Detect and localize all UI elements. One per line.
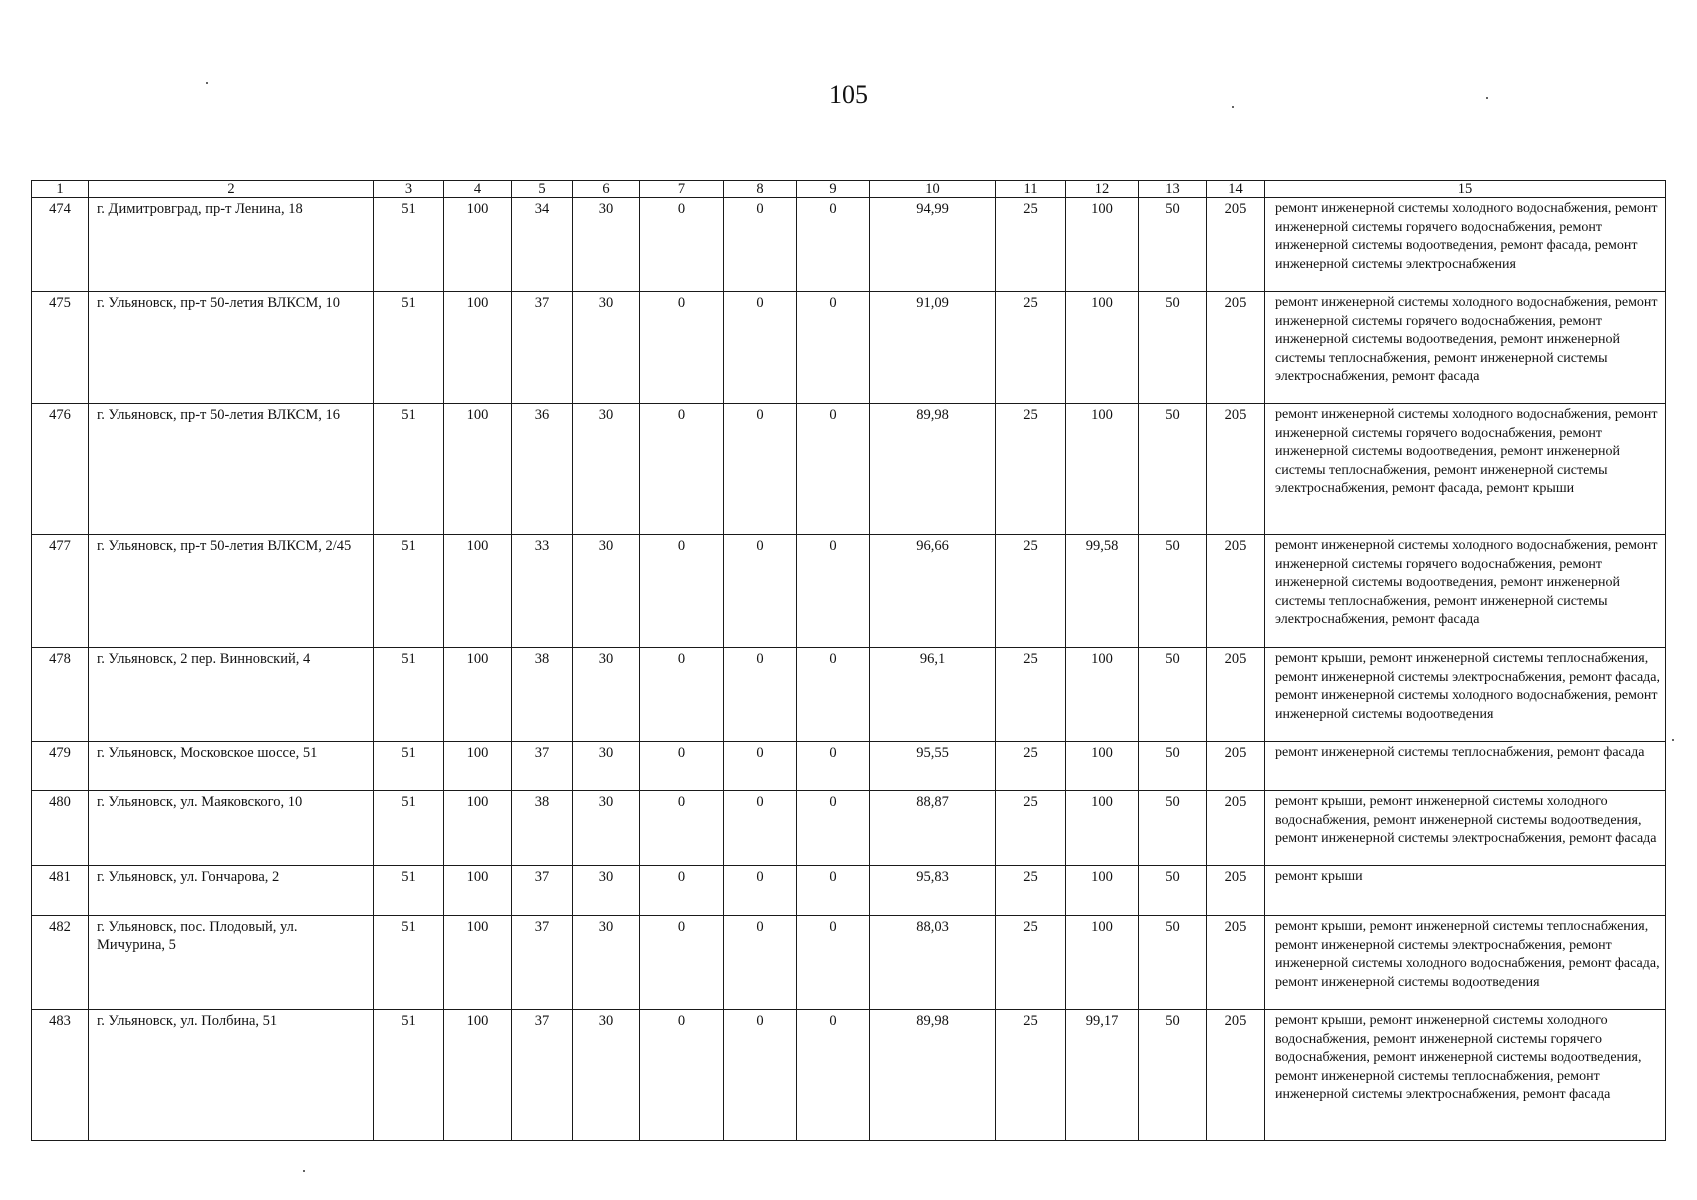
column-header: 13 — [1139, 181, 1207, 198]
col-5-value: 38 — [512, 648, 573, 742]
col-11-value: 25 — [996, 292, 1066, 404]
col-6-value: 30 — [573, 535, 640, 648]
column-header: 10 — [870, 181, 996, 198]
table-row — [32, 198, 1666, 292]
col-14-value: 205 — [1207, 866, 1265, 916]
table-row — [32, 916, 1666, 1010]
column-header: 1 — [32, 181, 89, 198]
col-5-value: 37 — [512, 866, 573, 916]
row-number: 475 — [32, 292, 89, 404]
col-5-value: 33 — [512, 535, 573, 648]
col-13-value: 50 — [1139, 916, 1207, 1010]
col-4-value: 100 — [444, 866, 512, 916]
col-13-value: 50 — [1139, 742, 1207, 791]
data-table — [31, 180, 1666, 1141]
col-12-value: 100 — [1066, 292, 1139, 404]
address: г. Ульяновск, ул. Маяковского, 10 — [89, 791, 374, 866]
works-description: ремонт инженерной системы холодного водоснабжения, ремонт инженерной системы горячего водоснабжения, ремонт инженерной системы водоотведения, ремонт инженерной системы теплоснабжения, ремонт инженерной системы электроснабжения, ремонт фасада — [1265, 292, 1666, 404]
col-4-value: 100 — [444, 1010, 512, 1141]
col-6-value: 30 — [573, 916, 640, 1010]
col-5-value: 37 — [512, 1010, 573, 1141]
col-13-value: 50 — [1139, 404, 1207, 535]
row-number: 481 — [32, 866, 89, 916]
col-10-value: 96,66 — [870, 535, 996, 648]
col-3-value: 51 — [374, 292, 444, 404]
works-description: ремонт инженерной системы холодного водоснабжения, ремонт инженерной системы горячего водоснабжения, ремонт инженерной системы водоотведения, ремонт фасада, ремонт инженерной системы электроснабжения — [1265, 198, 1666, 292]
col-12-value: 100 — [1066, 791, 1139, 866]
col-9-value: 0 — [797, 742, 870, 791]
col-6-value: 30 — [573, 742, 640, 791]
col-11-value: 25 — [996, 404, 1066, 535]
row-number: 483 — [32, 1010, 89, 1141]
col-14-value: 205 — [1207, 1010, 1265, 1141]
address: г. Ульяновск, Московское шоссе, 51 — [89, 742, 374, 791]
col-4-value: 100 — [444, 198, 512, 292]
works-description: ремонт крыши, ремонт инженерной системы холодного водоснабжения, ремонт инженерной системы горячего водоснабжения, ремонт инженерной системы водоотведения, ремонт инженерной системы теплоснабжения, ремонт инженерной системы электроснабжения, ремонт фасада — [1265, 1010, 1666, 1141]
col-7-value: 0 — [640, 648, 724, 742]
col-3-value: 51 — [374, 404, 444, 535]
col-13-value: 50 — [1139, 198, 1207, 292]
table-body — [32, 198, 1666, 1141]
col-11-value: 25 — [996, 742, 1066, 791]
col-5-value: 34 — [512, 198, 573, 292]
row-number: 480 — [32, 791, 89, 866]
row-number: 474 — [32, 198, 89, 292]
col-14-value: 205 — [1207, 535, 1265, 648]
col-3-value: 51 — [374, 198, 444, 292]
col-5-value: 37 — [512, 742, 573, 791]
col-6-value: 30 — [573, 198, 640, 292]
col-4-value: 100 — [444, 791, 512, 866]
col-7-value: 0 — [640, 916, 724, 1010]
col-11-value: 25 — [996, 916, 1066, 1010]
col-12-value: 100 — [1066, 198, 1139, 292]
col-10-value: 95,83 — [870, 866, 996, 916]
address: г. Димитровград, пр-т Ленина, 18 — [89, 198, 374, 292]
column-header: 3 — [374, 181, 444, 198]
col-13-value: 50 — [1139, 1010, 1207, 1141]
col-7-value: 0 — [640, 292, 724, 404]
address: г. Ульяновск, пос. Плодовый, ул. Мичурина, 5 — [89, 916, 374, 1010]
col-6-value: 30 — [573, 1010, 640, 1141]
scan-speck — [1232, 106, 1234, 108]
col-10-value: 96,1 — [870, 648, 996, 742]
col-13-value: 50 — [1139, 535, 1207, 648]
col-11-value: 25 — [996, 648, 1066, 742]
address: г. Ульяновск, ул. Полбина, 51 — [89, 1010, 374, 1141]
row-number: 477 — [32, 535, 89, 648]
col-14-value: 205 — [1207, 648, 1265, 742]
col-5-value: 36 — [512, 404, 573, 535]
column-header: 12 — [1066, 181, 1139, 198]
col-8-value: 0 — [724, 866, 797, 916]
col-7-value: 0 — [640, 535, 724, 648]
col-14-value: 205 — [1207, 404, 1265, 535]
works-description: ремонт инженерной системы холодного водоснабжения, ремонт инженерной системы горячего водоснабжения, ремонт инженерной системы водоотведения, ремонт инженерной системы теплоснабжения, ремонт инженерной системы электроснабжения, ремонт фасада — [1265, 535, 1666, 648]
column-header: 15 — [1265, 181, 1666, 198]
col-13-value: 50 — [1139, 866, 1207, 916]
col-14-value: 205 — [1207, 292, 1265, 404]
col-10-value: 94,99 — [870, 198, 996, 292]
col-6-value: 30 — [573, 791, 640, 866]
col-5-value: 37 — [512, 916, 573, 1010]
col-12-value: 100 — [1066, 916, 1139, 1010]
table-row — [32, 648, 1666, 742]
page-number: 105 — [829, 80, 868, 109]
works-description: ремонт крыши — [1265, 866, 1666, 916]
col-6-value: 30 — [573, 648, 640, 742]
col-8-value: 0 — [724, 791, 797, 866]
column-header: 14 — [1207, 181, 1265, 198]
col-3-value: 51 — [374, 535, 444, 648]
col-11-value: 25 — [996, 866, 1066, 916]
col-9-value: 0 — [797, 1010, 870, 1141]
col-9-value: 0 — [797, 648, 870, 742]
row-number: 478 — [32, 648, 89, 742]
col-3-value: 51 — [374, 648, 444, 742]
col-7-value: 0 — [640, 198, 724, 292]
row-number: 482 — [32, 916, 89, 1010]
col-12-value: 100 — [1066, 866, 1139, 916]
col-6-value: 30 — [573, 292, 640, 404]
col-7-value: 0 — [640, 404, 724, 535]
col-3-value: 51 — [374, 742, 444, 791]
col-9-value: 0 — [797, 791, 870, 866]
col-10-value: 89,98 — [870, 404, 996, 535]
column-header: 5 — [512, 181, 573, 198]
col-10-value: 88,03 — [870, 916, 996, 1010]
works-description: ремонт инженерной системы холодного водоснабжения, ремонт инженерной системы горячего водоснабжения, ремонт инженерной системы водоотведения, ремонт инженерной системы теплоснабжения, ремонт инженерной системы электроснабжения, ремонт фасада, ремонт крыши — [1265, 404, 1666, 535]
works-description: ремонт крыши, ремонт инженерной системы теплоснабжения, ремонт инженерной системы электроснабжения, ремонт фасада, ремонт инженерной системы холодного водоснабжения, ремонт инженерной системы водоотведения — [1265, 648, 1666, 742]
col-5-value: 38 — [512, 791, 573, 866]
works-description: ремонт крыши, ремонт инженерной системы холодного водоснабжения, ремонт инженерной системы водоотведения, ремонт инженерной системы электроснабжения, ремонт фасада — [1265, 791, 1666, 866]
address: г. Ульяновск, пр-т 50-летия ВЛКСМ, 16 — [89, 404, 374, 535]
col-8-value: 0 — [724, 535, 797, 648]
col-10-value: 89,98 — [870, 1010, 996, 1141]
col-8-value: 0 — [724, 292, 797, 404]
col-13-value: 50 — [1139, 292, 1207, 404]
address: г. Ульяновск, пр-т 50-летия ВЛКСМ, 10 — [89, 292, 374, 404]
col-4-value: 100 — [444, 292, 512, 404]
table-row — [32, 404, 1666, 535]
column-header: 4 — [444, 181, 512, 198]
col-11-value: 25 — [996, 198, 1066, 292]
col-4-value: 100 — [444, 535, 512, 648]
col-8-value: 0 — [724, 198, 797, 292]
col-9-value: 0 — [797, 916, 870, 1010]
header-row — [32, 181, 1666, 198]
col-6-value: 30 — [573, 404, 640, 535]
column-header: 6 — [573, 181, 640, 198]
col-5-value: 37 — [512, 292, 573, 404]
table-row — [32, 742, 1666, 791]
col-8-value: 0 — [724, 648, 797, 742]
col-9-value: 0 — [797, 404, 870, 535]
works-description: ремонт крыши, ремонт инженерной системы теплоснабжения, ремонт инженерной системы электроснабжения, ремонт инженерной системы холодного водоснабжения, ремонт фасада, ремонт инженерной системы водоотведения — [1265, 916, 1666, 1010]
col-9-value: 0 — [797, 535, 870, 648]
col-8-value: 0 — [724, 1010, 797, 1141]
col-12-value: 100 — [1066, 742, 1139, 791]
col-7-value: 0 — [640, 742, 724, 791]
col-12-value: 100 — [1066, 404, 1139, 535]
col-4-value: 100 — [444, 404, 512, 535]
col-7-value: 0 — [640, 791, 724, 866]
col-11-value: 25 — [996, 535, 1066, 648]
table-row — [32, 866, 1666, 916]
col-10-value: 88,87 — [870, 791, 996, 866]
table-row — [32, 1010, 1666, 1141]
table-row — [32, 535, 1666, 648]
col-13-value: 50 — [1139, 648, 1207, 742]
column-header: 7 — [640, 181, 724, 198]
col-8-value: 0 — [724, 916, 797, 1010]
scan-speck — [1672, 739, 1674, 741]
col-12-value: 99,17 — [1066, 1010, 1139, 1141]
col-14-value: 205 — [1207, 791, 1265, 866]
works-description: ремонт инженерной системы теплоснабжения, ремонт фасада — [1265, 742, 1666, 791]
col-14-value: 205 — [1207, 198, 1265, 292]
column-header: 8 — [724, 181, 797, 198]
table-row — [32, 292, 1666, 404]
col-10-value: 95,55 — [870, 742, 996, 791]
col-9-value: 0 — [797, 866, 870, 916]
address: г. Ульяновск, 2 пер. Винновский, 4 — [89, 648, 374, 742]
scan-speck — [206, 82, 208, 84]
address: г. Ульяновск, пр-т 50-летия ВЛКСМ, 2/45 — [89, 535, 374, 648]
col-3-value: 51 — [374, 916, 444, 1010]
row-number: 476 — [32, 404, 89, 535]
col-13-value: 50 — [1139, 791, 1207, 866]
col-7-value: 0 — [640, 866, 724, 916]
col-11-value: 25 — [996, 791, 1066, 866]
col-8-value: 0 — [724, 404, 797, 535]
col-10-value: 91,09 — [870, 292, 996, 404]
col-3-value: 51 — [374, 866, 444, 916]
address: г. Ульяновск, ул. Гончарова, 2 — [89, 866, 374, 916]
col-11-value: 25 — [996, 1010, 1066, 1141]
scan-speck — [1486, 97, 1488, 99]
col-4-value: 100 — [444, 648, 512, 742]
col-4-value: 100 — [444, 916, 512, 1010]
col-8-value: 0 — [724, 742, 797, 791]
col-9-value: 0 — [797, 292, 870, 404]
col-4-value: 100 — [444, 742, 512, 791]
column-header: 9 — [797, 181, 870, 198]
column-header: 11 — [996, 181, 1066, 198]
col-12-value: 100 — [1066, 648, 1139, 742]
row-number: 479 — [32, 742, 89, 791]
table-row — [32, 791, 1666, 866]
column-header: 2 — [89, 181, 374, 198]
col-3-value: 51 — [374, 791, 444, 866]
col-6-value: 30 — [573, 866, 640, 916]
scan-speck — [303, 1170, 305, 1172]
col-14-value: 205 — [1207, 742, 1265, 791]
col-9-value: 0 — [797, 198, 870, 292]
col-3-value: 51 — [374, 1010, 444, 1141]
col-14-value: 205 — [1207, 916, 1265, 1010]
col-12-value: 99,58 — [1066, 535, 1139, 648]
col-7-value: 0 — [640, 1010, 724, 1141]
